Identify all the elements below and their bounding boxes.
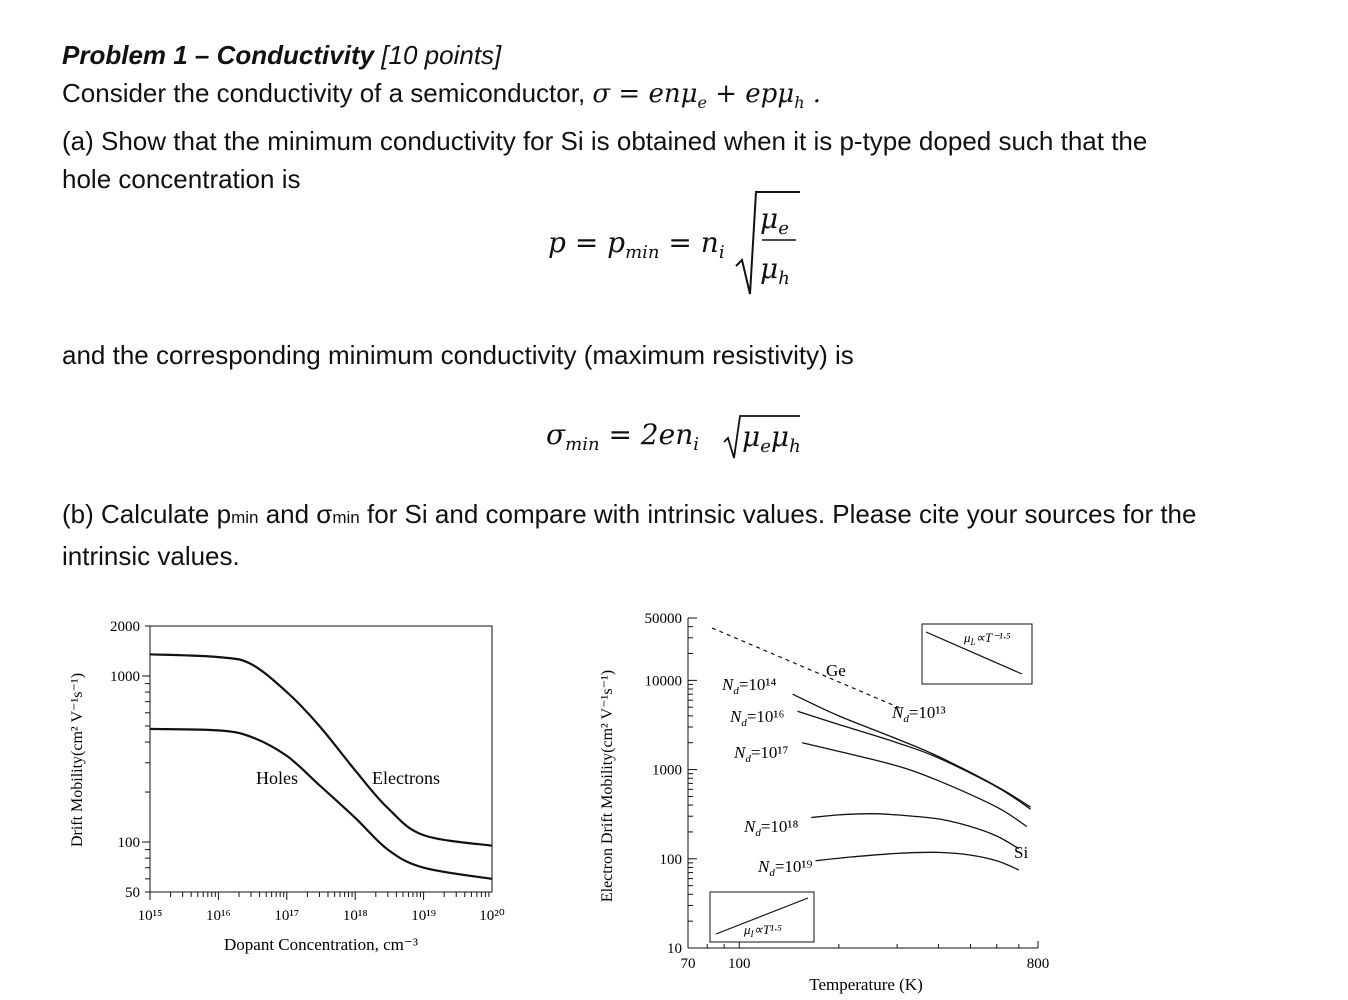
chart1-y-tick-label: 2000 <box>110 619 140 635</box>
chart1-series-holes <box>150 729 492 879</box>
document-body <box>62 36 1302 198</box>
chart2-y-tick-label: 10 <box>667 941 682 957</box>
chart1-x-tick-label: 10¹⁶ <box>206 908 231 924</box>
chart2-series-line <box>816 852 1019 870</box>
chart1-ticks <box>110 619 505 924</box>
problem-title: Problem 1 – Conductivity <box>62 40 375 70</box>
chart1-series-electrons <box>150 654 492 845</box>
part-a-line2: hole concentration is <box>62 164 301 195</box>
chart2-y-tick-label: 1000 <box>652 762 682 779</box>
label-nd13: $N_d=10^{13}$ <box>892 703 946 725</box>
equation-sigma-min: $\sigma_{min} = 2en_i$ $\mu_e\mu_h$ <box>546 418 801 457</box>
chart1-curves <box>150 654 492 879</box>
chart1-xlabel: Dopant Concentration, cm⁻³ <box>224 935 418 954</box>
inset-lattice-label: $\mu_L\propto T^{-1}\cdot^5$ <box>964 630 1011 647</box>
chart2-y-tick-label: 100 <box>659 851 682 868</box>
intro-text: Consider the conductivity of a semiconductor, σ = enμ$_e$ + epμ$_h$ . <box>62 78 822 113</box>
chart1-label-electrons: Electrons <box>372 768 440 788</box>
inset-impurity-label: $\mu_I\propto T^1\cdot^5$ <box>744 922 782 939</box>
part-a-corresponding: and the corresponding minimum conductivity (maximum resistivity) is <box>62 340 854 370</box>
chart1-x-tick-label: 10¹⁷ <box>274 908 300 924</box>
label-nd18: $N_d=10^{18}$ <box>744 817 799 839</box>
chart1-x-tick-label: 10¹⁵ <box>137 908 163 924</box>
chart1-y-tick-label: 100 <box>117 835 140 852</box>
chart1-x-tick-label: 10²⁰ <box>479 908 505 924</box>
part-b: (b) Calculate pmin and σmin for Si and compare with intrinsic values. Please cite your sources for the intrinsic values. <box>62 499 1197 571</box>
chart1-label-holes: Holes <box>256 768 298 788</box>
chart2-x-tick-label: 800 <box>1026 956 1050 972</box>
ge-dashed-line <box>712 628 900 708</box>
chart2-series-line <box>798 711 1031 809</box>
chart2-series-line <box>811 814 1019 849</box>
equation-pmin: $p = p_{min} = n_i$ $\mu_e$ $\mu_h$ <box>548 188 808 298</box>
label-nd19: $N_d=10^{19}$ <box>758 857 813 879</box>
conductivity-formula: σ = enμ$_e$ + epμ$_h$ . <box>592 79 822 113</box>
chart2-x-tick-label: 70 <box>680 956 696 972</box>
part-a-line1: (a) Show that the minimum conductivity for Si is obtained when it is p-type doped such that the <box>62 126 1148 157</box>
problem-heading <box>62 36 1302 74</box>
mobility-vs-dopant-chart <box>60 600 540 970</box>
problem-points: [10 points] <box>374 40 502 70</box>
chart2-y-tick-label: 50000 <box>644 611 682 627</box>
label-nd16: $N_d=10^{16}$ <box>730 707 785 729</box>
label-ge: Ge <box>826 661 846 680</box>
label-nd14: $N_d=10^{14}$ <box>722 675 777 697</box>
chart2-ylabel: Electron Drift Mobility(cm² V⁻¹s⁻¹) <box>599 669 616 903</box>
label-si: Si <box>1014 843 1029 862</box>
chart1-y-tick-label: 1000 <box>110 668 140 685</box>
mobility-vs-temperature-chart <box>590 600 1070 1000</box>
chart1-y-tick-label: 50 <box>125 885 140 901</box>
label-nd17: $N_d=10^{17}$ <box>734 743 789 765</box>
chart1-ylabel: Drift Mobility(cm² V⁻¹s⁻¹) <box>69 672 86 848</box>
chart2-y-tick-label: 10000 <box>644 673 682 690</box>
chart1-x-tick-label: 10¹⁸ <box>342 908 368 924</box>
chart1-x-tick-label: 10¹⁹ <box>411 908 436 924</box>
chart2-x-tick-label: 100 <box>727 956 751 972</box>
chart2-xlabel: Temperature (K) <box>809 975 923 994</box>
